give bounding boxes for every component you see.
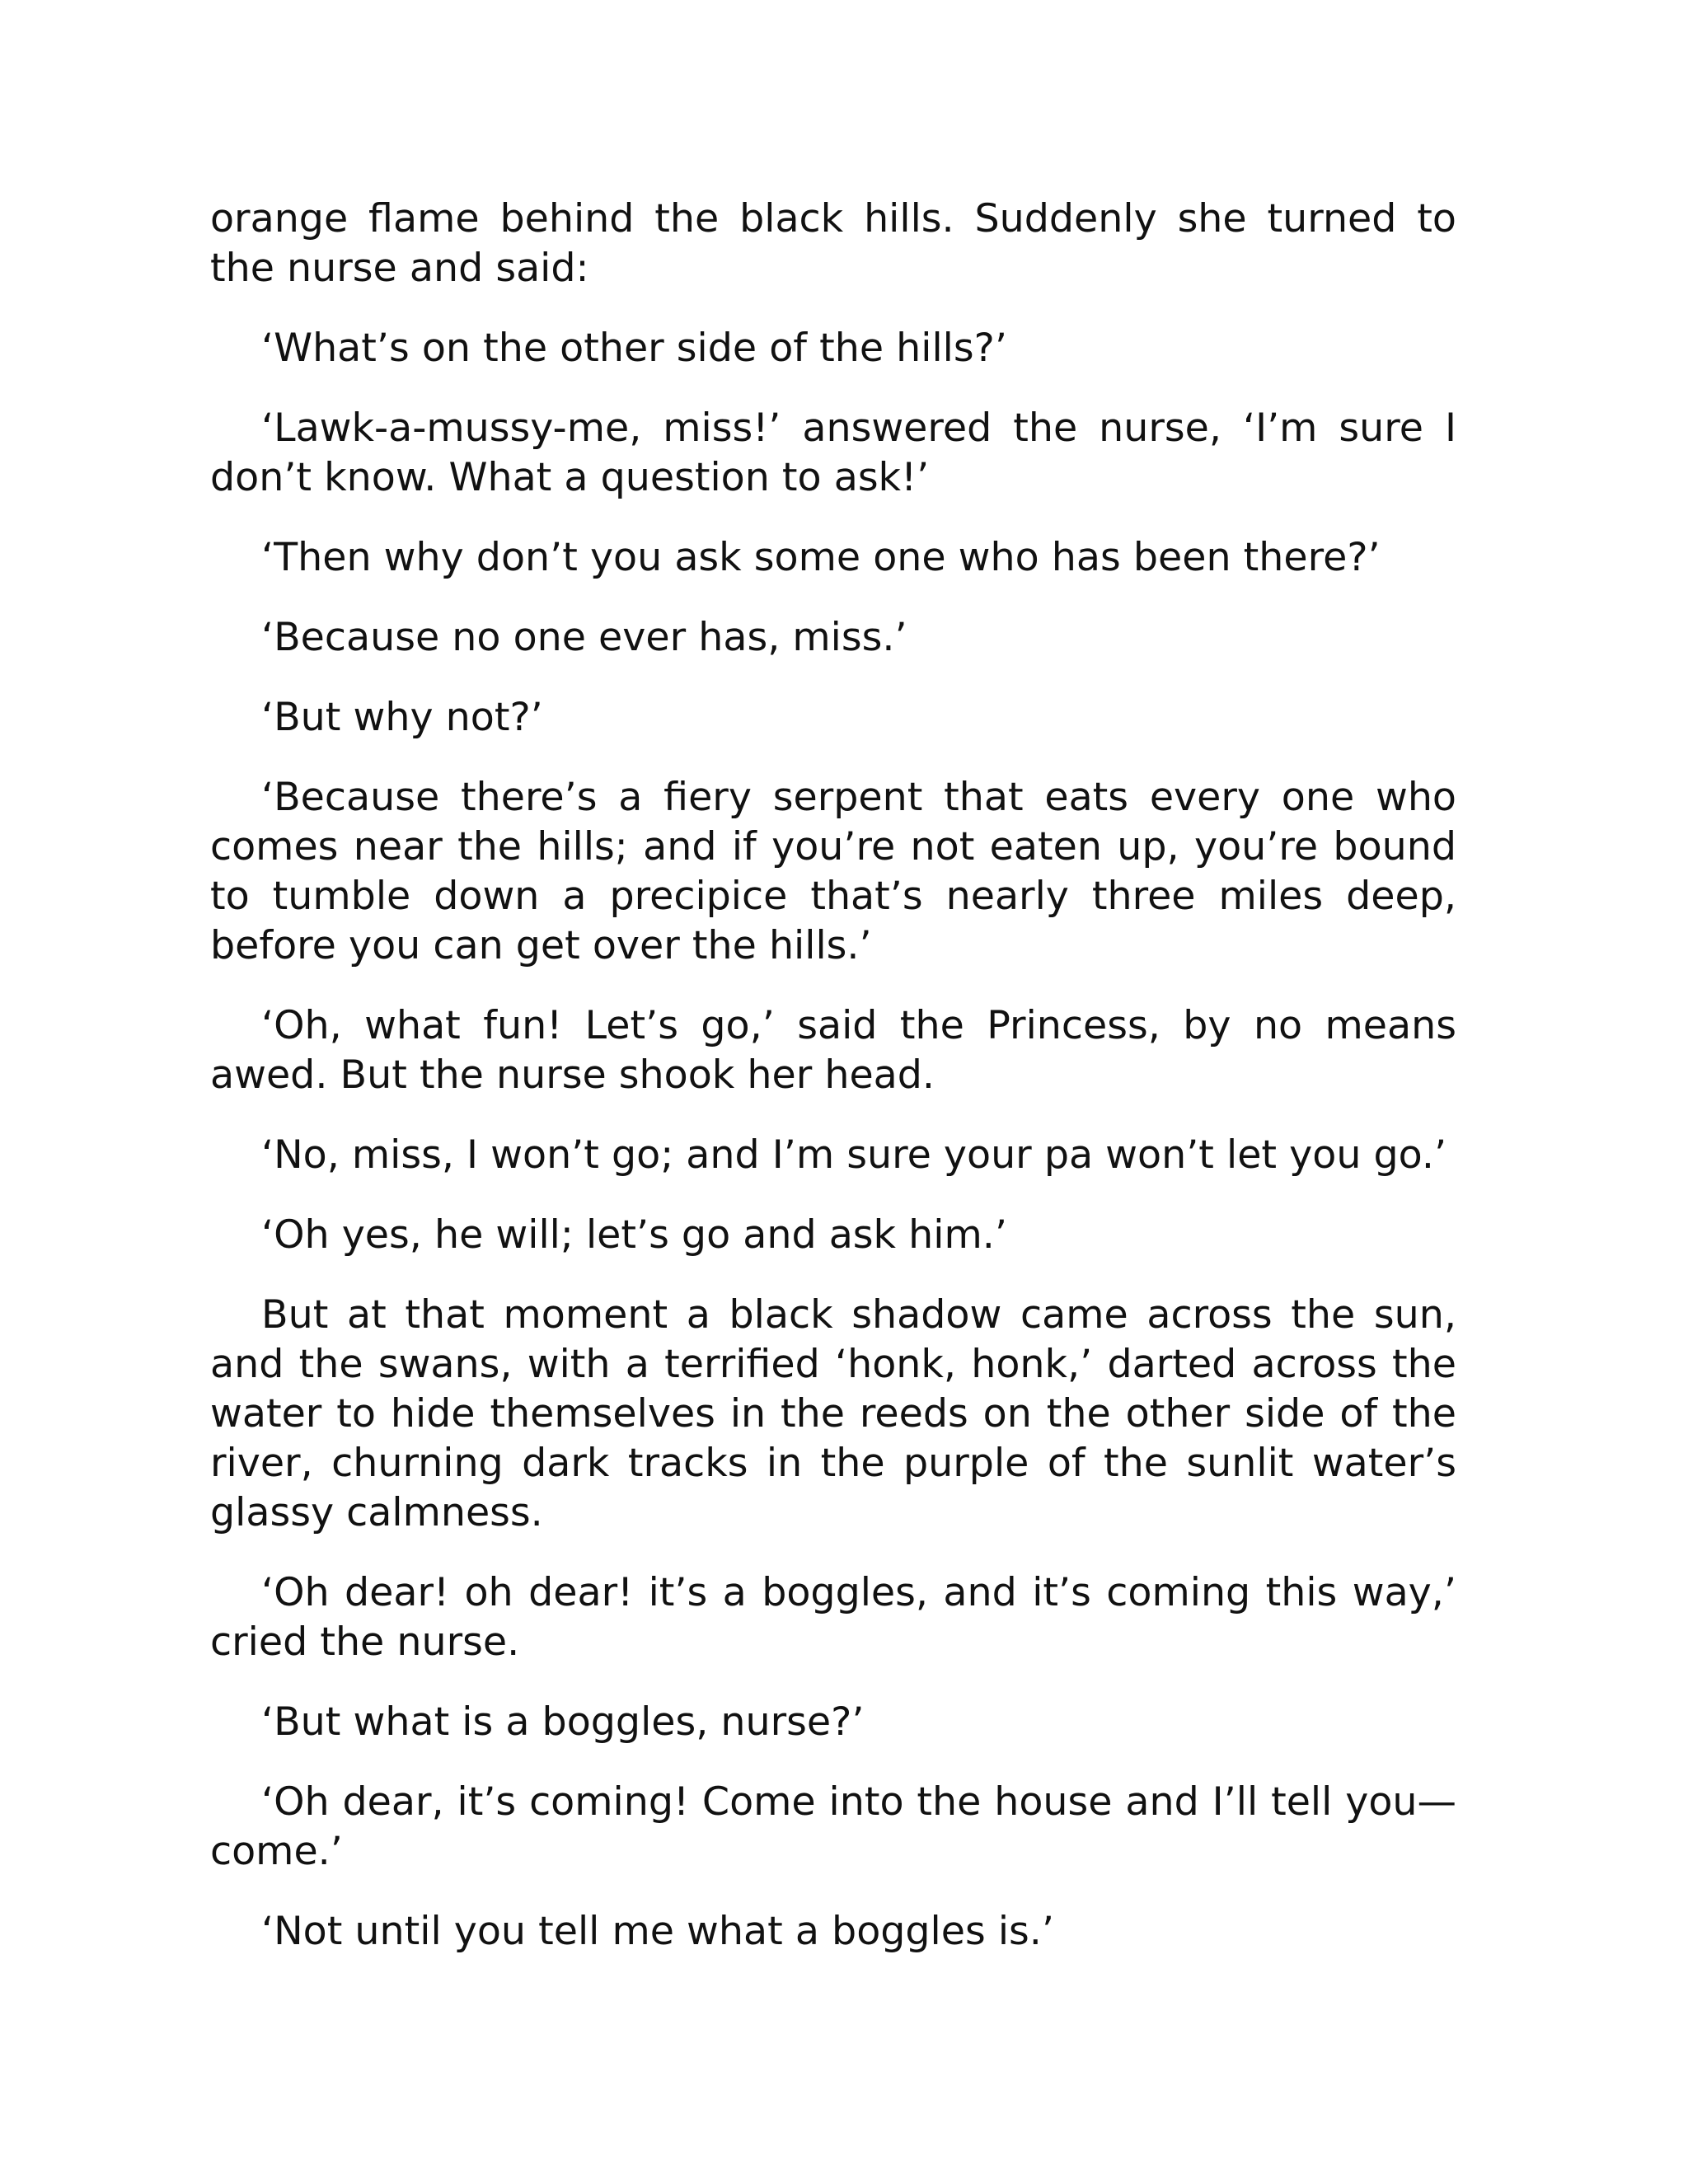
paragraph: ‘Not until you tell me what a boggles is.’	[261, 1909, 1054, 1954]
paragraph: ‘But why not?’	[261, 695, 543, 740]
paragraph: ‘Oh dear, it’s coming! Come into the house and I’ll tell you—come.’	[210, 1779, 1456, 1874]
paragraph: ‘Because there’s a fiery serpent that eats every one who comes near the hills; and if you’re not eaten up, you’re bound to tumble down a precipice that’s nearly three miles deep, before you can get over the hills.’	[210, 775, 1456, 968]
paragraph: But at that moment a black shadow came across the sun, and the swans, with a terrified ‘honk, honk,’ darted across the water to hide themselves in the reeds on the other side of the river, churning dark tracks in the purple of the sunlit water’s glassy calmness.	[210, 1292, 1456, 1535]
paragraph: ‘Oh yes, he will; let’s go and ask him.’	[261, 1212, 1007, 1258]
paragraph: ‘What’s on the other side of the hills?’	[261, 326, 1007, 371]
paragraph: ‘Because no one ever has, miss.’	[261, 615, 907, 660]
paragraph: ‘Then why don’t you ask some one who has been there?’	[261, 535, 1381, 580]
paragraph: ‘No, miss, I won’t go; and I’m sure your pa won’t let you go.’	[261, 1132, 1447, 1178]
paragraph: ‘Oh, what fun! Let’s go,’ said the Princess, by no means awed. But the nurse shook her head.	[210, 1003, 1456, 1098]
paragraph: ‘But what is a boggles, nurse?’	[261, 1699, 865, 1745]
paragraph: ‘Oh dear! oh dear! it’s a boggles, and it’s coming this way,’ cried the nurse.	[210, 1570, 1456, 1665]
paragraph-continuation: orange flame behind the black hills. Suddenly she turned to the nurse and said:	[210, 196, 1456, 291]
body-text	[210, 194, 1456, 1987]
paragraph: ‘Lawk-a-mussy-me, miss!’ answered the nurse, ‘I’m sure I don’t know. What a question to ask!’	[210, 405, 1456, 500]
